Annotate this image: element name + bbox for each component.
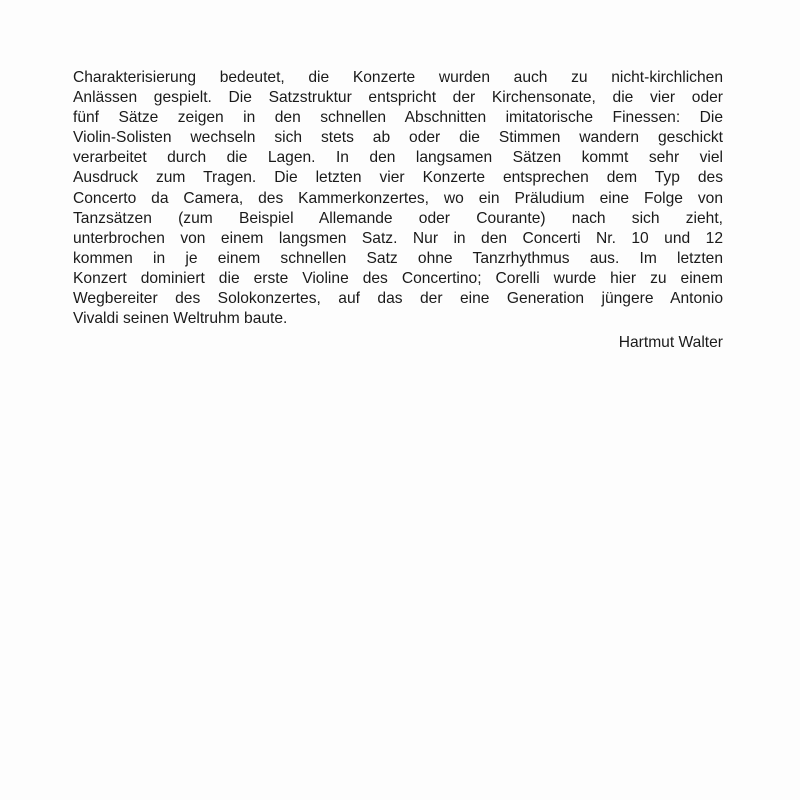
author-signature: Hartmut Walter: [618, 334, 723, 352]
text-line: Vivaldi seinen Weltruhm baute.: [73, 310, 288, 328]
text-line: Violin-Solisten wechseln sich stets ab oder die Stimmen wandern geschickt: [73, 129, 723, 147]
body-text: [73, 68, 723, 353]
text-line: kommen in je einem schnellen Satz ohne Tanzrhythmus aus. Im letzten: [73, 249, 723, 267]
text-line: Charakterisierung bedeutet, die Konzerte wurden auch zu nicht-kirchlichen: [73, 69, 723, 86]
text-line: Ausdruck zum Tragen. Die letzten vier Konzerte entsprechen dem Typ des: [73, 169, 723, 187]
text-line: Concerto da Camera, des Kammerkonzertes, wo ein Präludium eine Folge von: [73, 189, 723, 207]
text-line: Wegbereiter des Solokonzertes, auf das der eine Generation jüngere Antonio: [73, 290, 723, 308]
text-line: Tanzsätzen (zum Beispiel Allemande oder Courante) nach sich zieht,: [73, 209, 723, 227]
text-line: Konzert dominiert die erste Violine des Concertino; Corelli wurde hier zu einem: [73, 269, 723, 287]
text-line: unterbrochen von einem langsmen Satz. Nur in den Concerti Nr. 10 und 12: [73, 229, 723, 247]
text-line: Anlässen gespielt. Die Satzstruktur entspricht der Kirchensonate, die vier oder: [73, 89, 723, 107]
text-line: verarbeitet durch die Lagen. In den langsamen Sätzen kommt sehr viel: [73, 149, 723, 167]
text-line: fünf Sätze zeigen in den schnellen Abschnitten imitatorische Finessen: Die: [73, 109, 723, 127]
